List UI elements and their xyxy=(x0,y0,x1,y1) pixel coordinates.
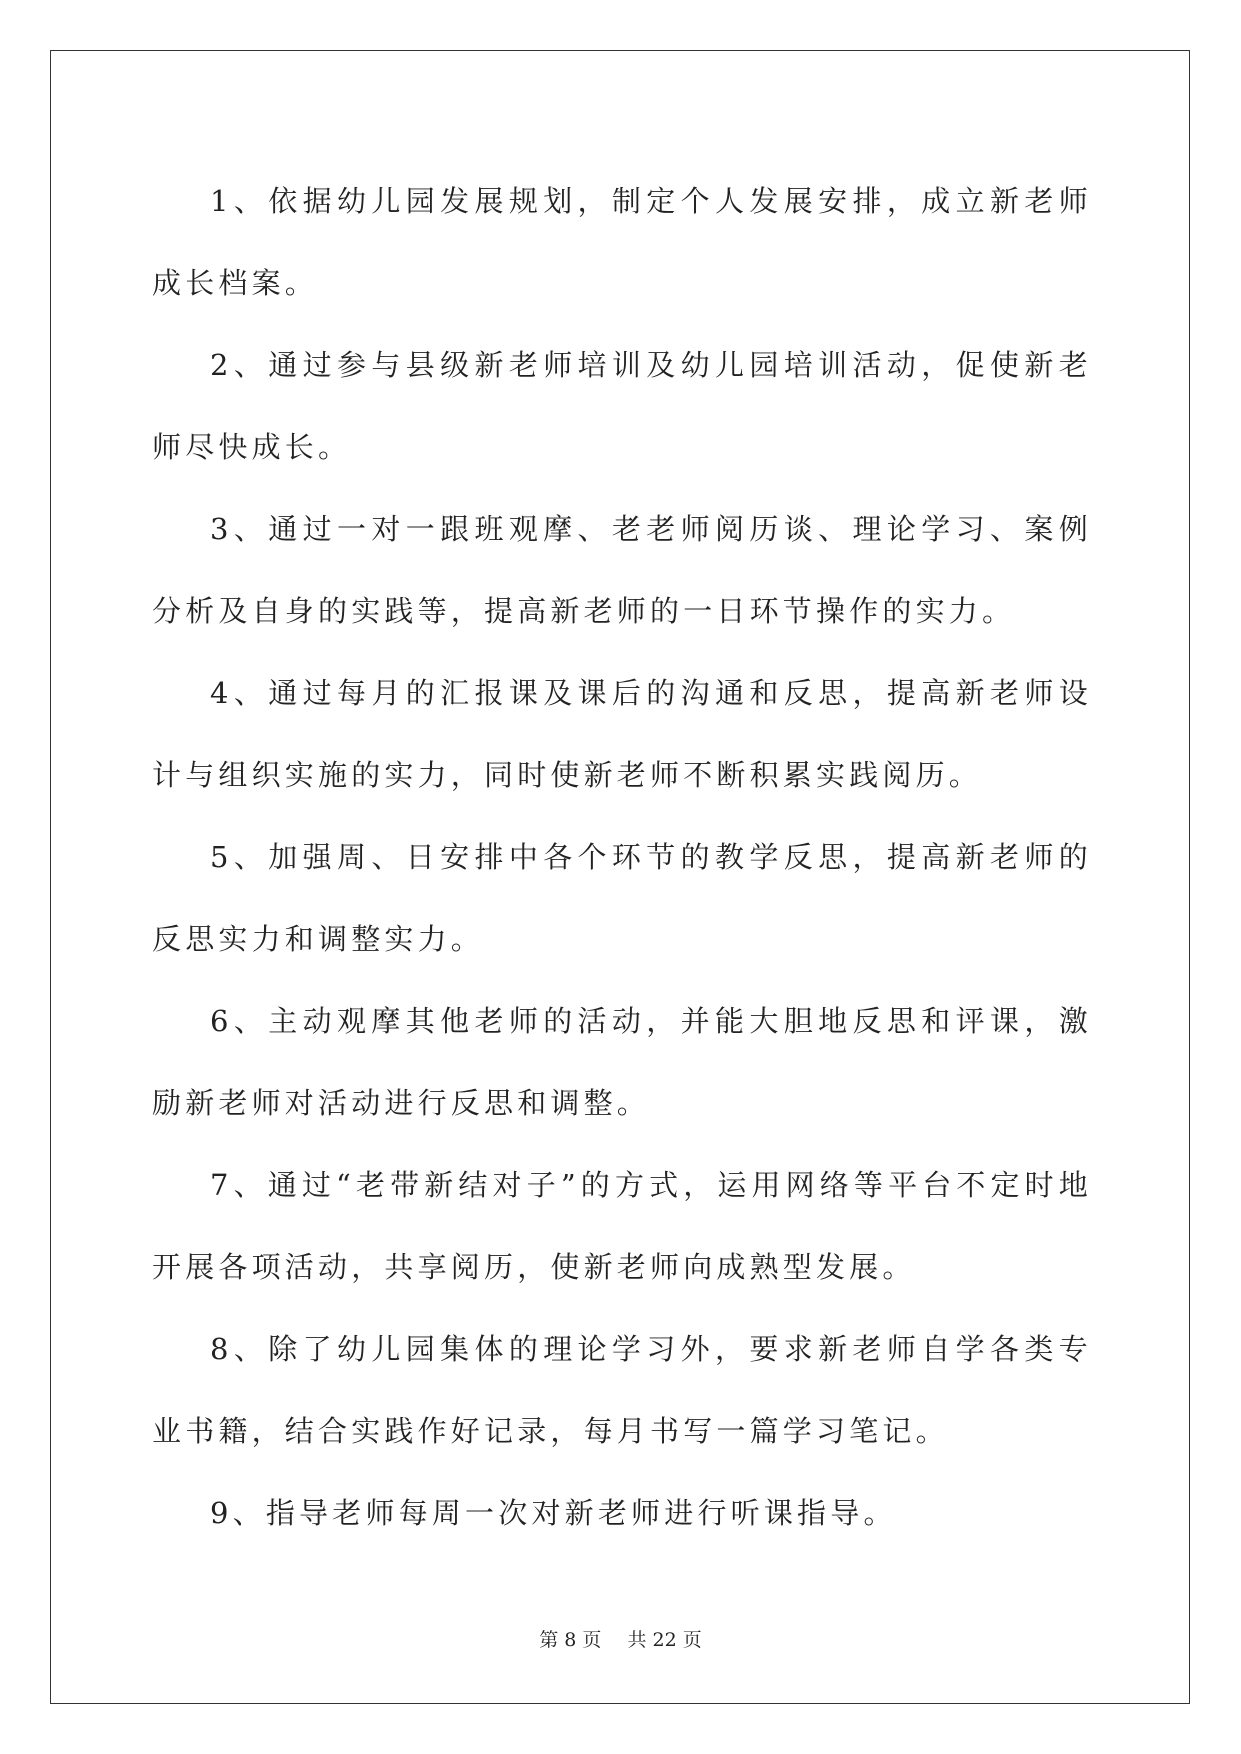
paragraph-7: 7、通过“老带新结对子”的方式，运用网络等平台不定时地开展各项活动，共享阅历，使新老师向成熟型发展。 xyxy=(152,1168,1092,1284)
paragraph-2: 2、通过参与县级新老师培训及幼儿园培训活动，促使新老师尽快成长。 xyxy=(152,348,1092,464)
page-total: 共 22 页 xyxy=(627,1629,702,1651)
page-number: 第 8 页 xyxy=(539,1629,602,1651)
document-body xyxy=(152,160,1092,1554)
paragraph-4: 4、通过每月的汇报课及课后的沟通和反思，提高新老师设计与组织实施的实力，同时使新老师不断积累实践阅历。 xyxy=(152,676,1092,792)
paragraph-8: 8、除了幼儿园集体的理论学习外，要求新老师自学各类专业书籍，结合实践作好记录，每月书写一篇学习笔记。 xyxy=(152,1332,1092,1448)
paragraph-3: 3、通过一对一跟班观摩、老老师阅历谈、理论学习、案例分析及自身的实践等，提高新老师的一日环节操作的实力。 xyxy=(152,512,1092,628)
paragraph-1: 1、依据幼儿园发展规划，制定个人发展安排，成立新老师成长档案。 xyxy=(152,184,1092,300)
paragraph-5: 5、加强周、日安排中各个环节的教学反思，提高新老师的反思实力和调整实力。 xyxy=(152,840,1092,956)
paragraph-9: 9、指导老师每周一次对新老师进行听课指导。 xyxy=(210,1496,897,1530)
page-footer xyxy=(0,1625,1241,1652)
paragraph-6: 6、主动观摩其他老师的活动，并能大胆地反思和评课，激励新老师对活动进行反思和调整。 xyxy=(152,1004,1092,1120)
